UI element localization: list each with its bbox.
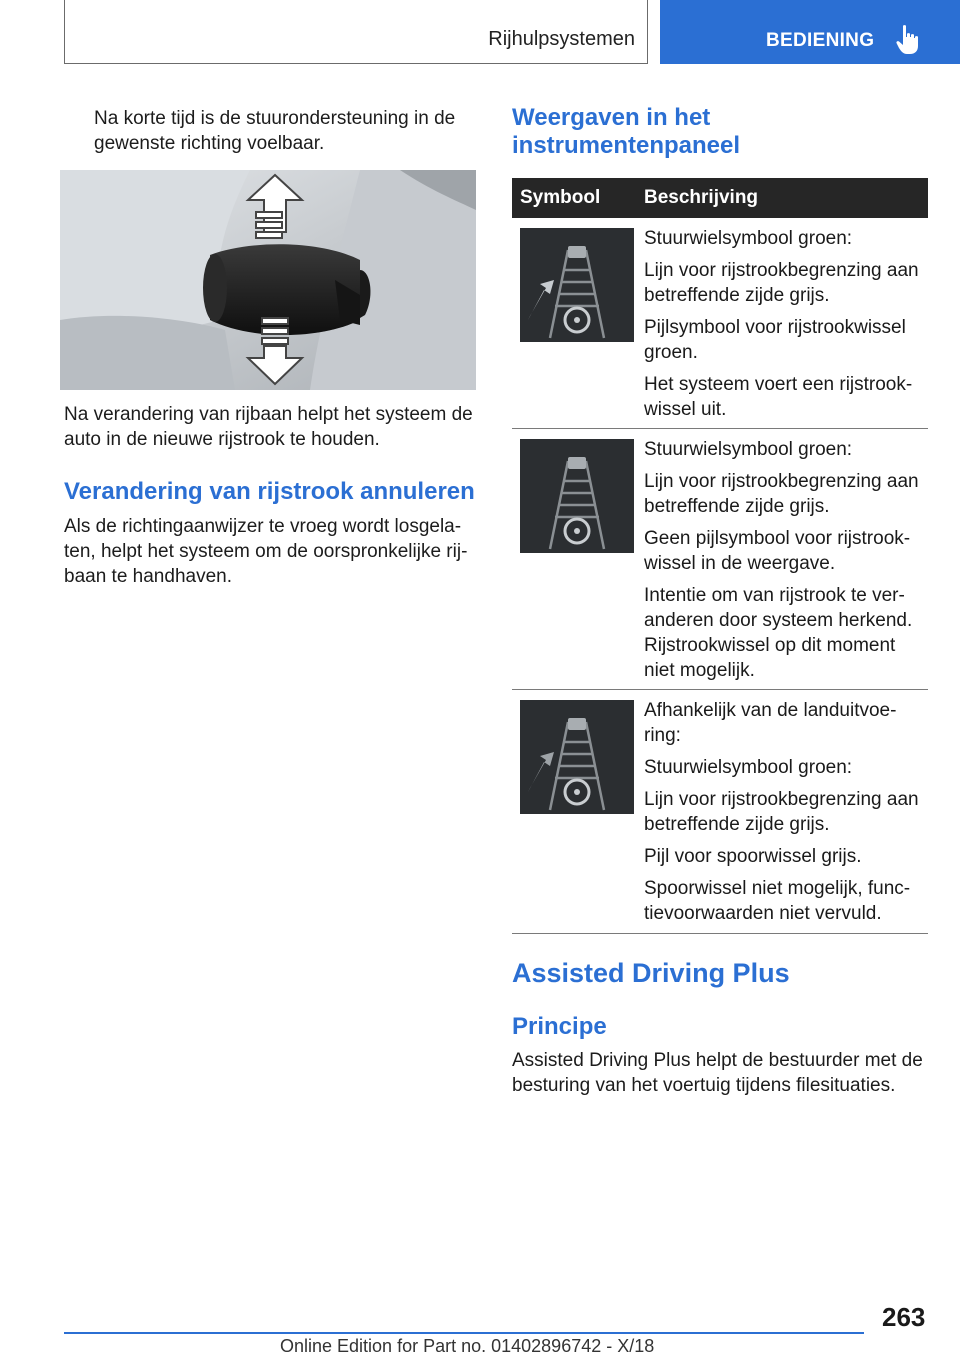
pointing-hand-icon bbox=[896, 24, 922, 56]
header-section-box bbox=[64, 0, 648, 64]
column-header-symbol: Symbool bbox=[520, 187, 601, 208]
description-line: Stuurwielsymbool groen: bbox=[644, 228, 853, 249]
footer-edition: Online Edition for Part no. 01402896742 - X/18 bbox=[280, 1336, 655, 1356]
lane-assist-no-arrow-icon bbox=[520, 439, 634, 553]
after-figure-paragraph: Na verandering van rijbaan helpt het systeem de auto in de nieuwe rijstrook te houden. bbox=[64, 404, 473, 450]
cancel-lane-change-heading: Verandering van rijstrook annuleren bbox=[64, 478, 475, 505]
description-line: Lijn voor rijstrookbegrenzing aan betreffende zijde grijs. bbox=[644, 471, 919, 517]
description-line: Stuurwielsymbool groen: bbox=[644, 757, 853, 778]
page-number: 263 bbox=[882, 1302, 926, 1332]
symbol-table bbox=[512, 178, 928, 934]
column-header-description: Beschrijving bbox=[644, 187, 759, 208]
table-row bbox=[512, 218, 928, 429]
display-heading: Weergaven in het instrumentenpaneel bbox=[512, 104, 741, 159]
description-line: Spoorwissel niet mogelijk, func- tievoorwaarden niet vervuld. bbox=[644, 878, 911, 924]
row-description bbox=[644, 226, 926, 429]
header-chapter-tab bbox=[660, 0, 960, 64]
description-line: Het systeem voert een rijstrook- wissel uit. bbox=[644, 374, 913, 420]
description-line: Geen pijlsymbool voor rijstrook- wissel in de weergave. bbox=[644, 528, 911, 574]
description-line: Intentie om van rijstrook te ver- anderen door systeem herkend. Rijstrookwissel op dit moment niet mogelijk. bbox=[644, 585, 913, 681]
description-line: Stuurwielsymbool groen: bbox=[644, 439, 853, 460]
row-description bbox=[644, 437, 926, 690]
description-line: Pijl voor spoorwissel grijs. bbox=[644, 846, 862, 867]
table-header bbox=[512, 178, 928, 218]
description-line: Afhankelijk van de landuitvoe- ring: bbox=[644, 700, 897, 746]
description-line: Lijn voor rijstrookbegrenzing aan betreffende zijde grijs. bbox=[644, 260, 919, 306]
lane-change-arrow-green-icon bbox=[520, 228, 634, 342]
row-description bbox=[644, 698, 926, 933]
footer-rule bbox=[64, 1332, 864, 1334]
cancel-lane-change-paragraph: Als de richtingaanwijzer te vroeg wordt losgela- ten, helpt het systeem om de oorspronkelijke rij- baan te handhaven. bbox=[64, 516, 468, 587]
table-row bbox=[512, 429, 928, 690]
principle-paragraph: Assisted Driving Plus helpt de bestuurder met de besturing van het voertuig tijdens filesituaties. bbox=[512, 1050, 923, 1096]
assisted-driving-plus-heading: Assisted Driving Plus bbox=[512, 958, 790, 988]
header-chapter-label: BEDIENING bbox=[766, 30, 875, 51]
description-line: Pijlsymbool voor rijstrookwissel groen. bbox=[644, 317, 906, 363]
description-line: Lijn voor rijstrookbegrenzing aan betreffende zijde grijs. bbox=[644, 789, 919, 835]
intro-paragraph: Na korte tijd is de stuurondersteuning in de gewenste richting voelbaar. bbox=[94, 108, 456, 154]
lane-change-arrow-grey-icon bbox=[520, 700, 634, 814]
principle-heading: Principe bbox=[512, 1013, 607, 1040]
steering-lever-figure bbox=[60, 170, 476, 390]
table-row bbox=[512, 690, 928, 934]
header-section-title: Rijhulpsystemen bbox=[488, 28, 635, 50]
steering-lever-illustration bbox=[60, 170, 476, 390]
